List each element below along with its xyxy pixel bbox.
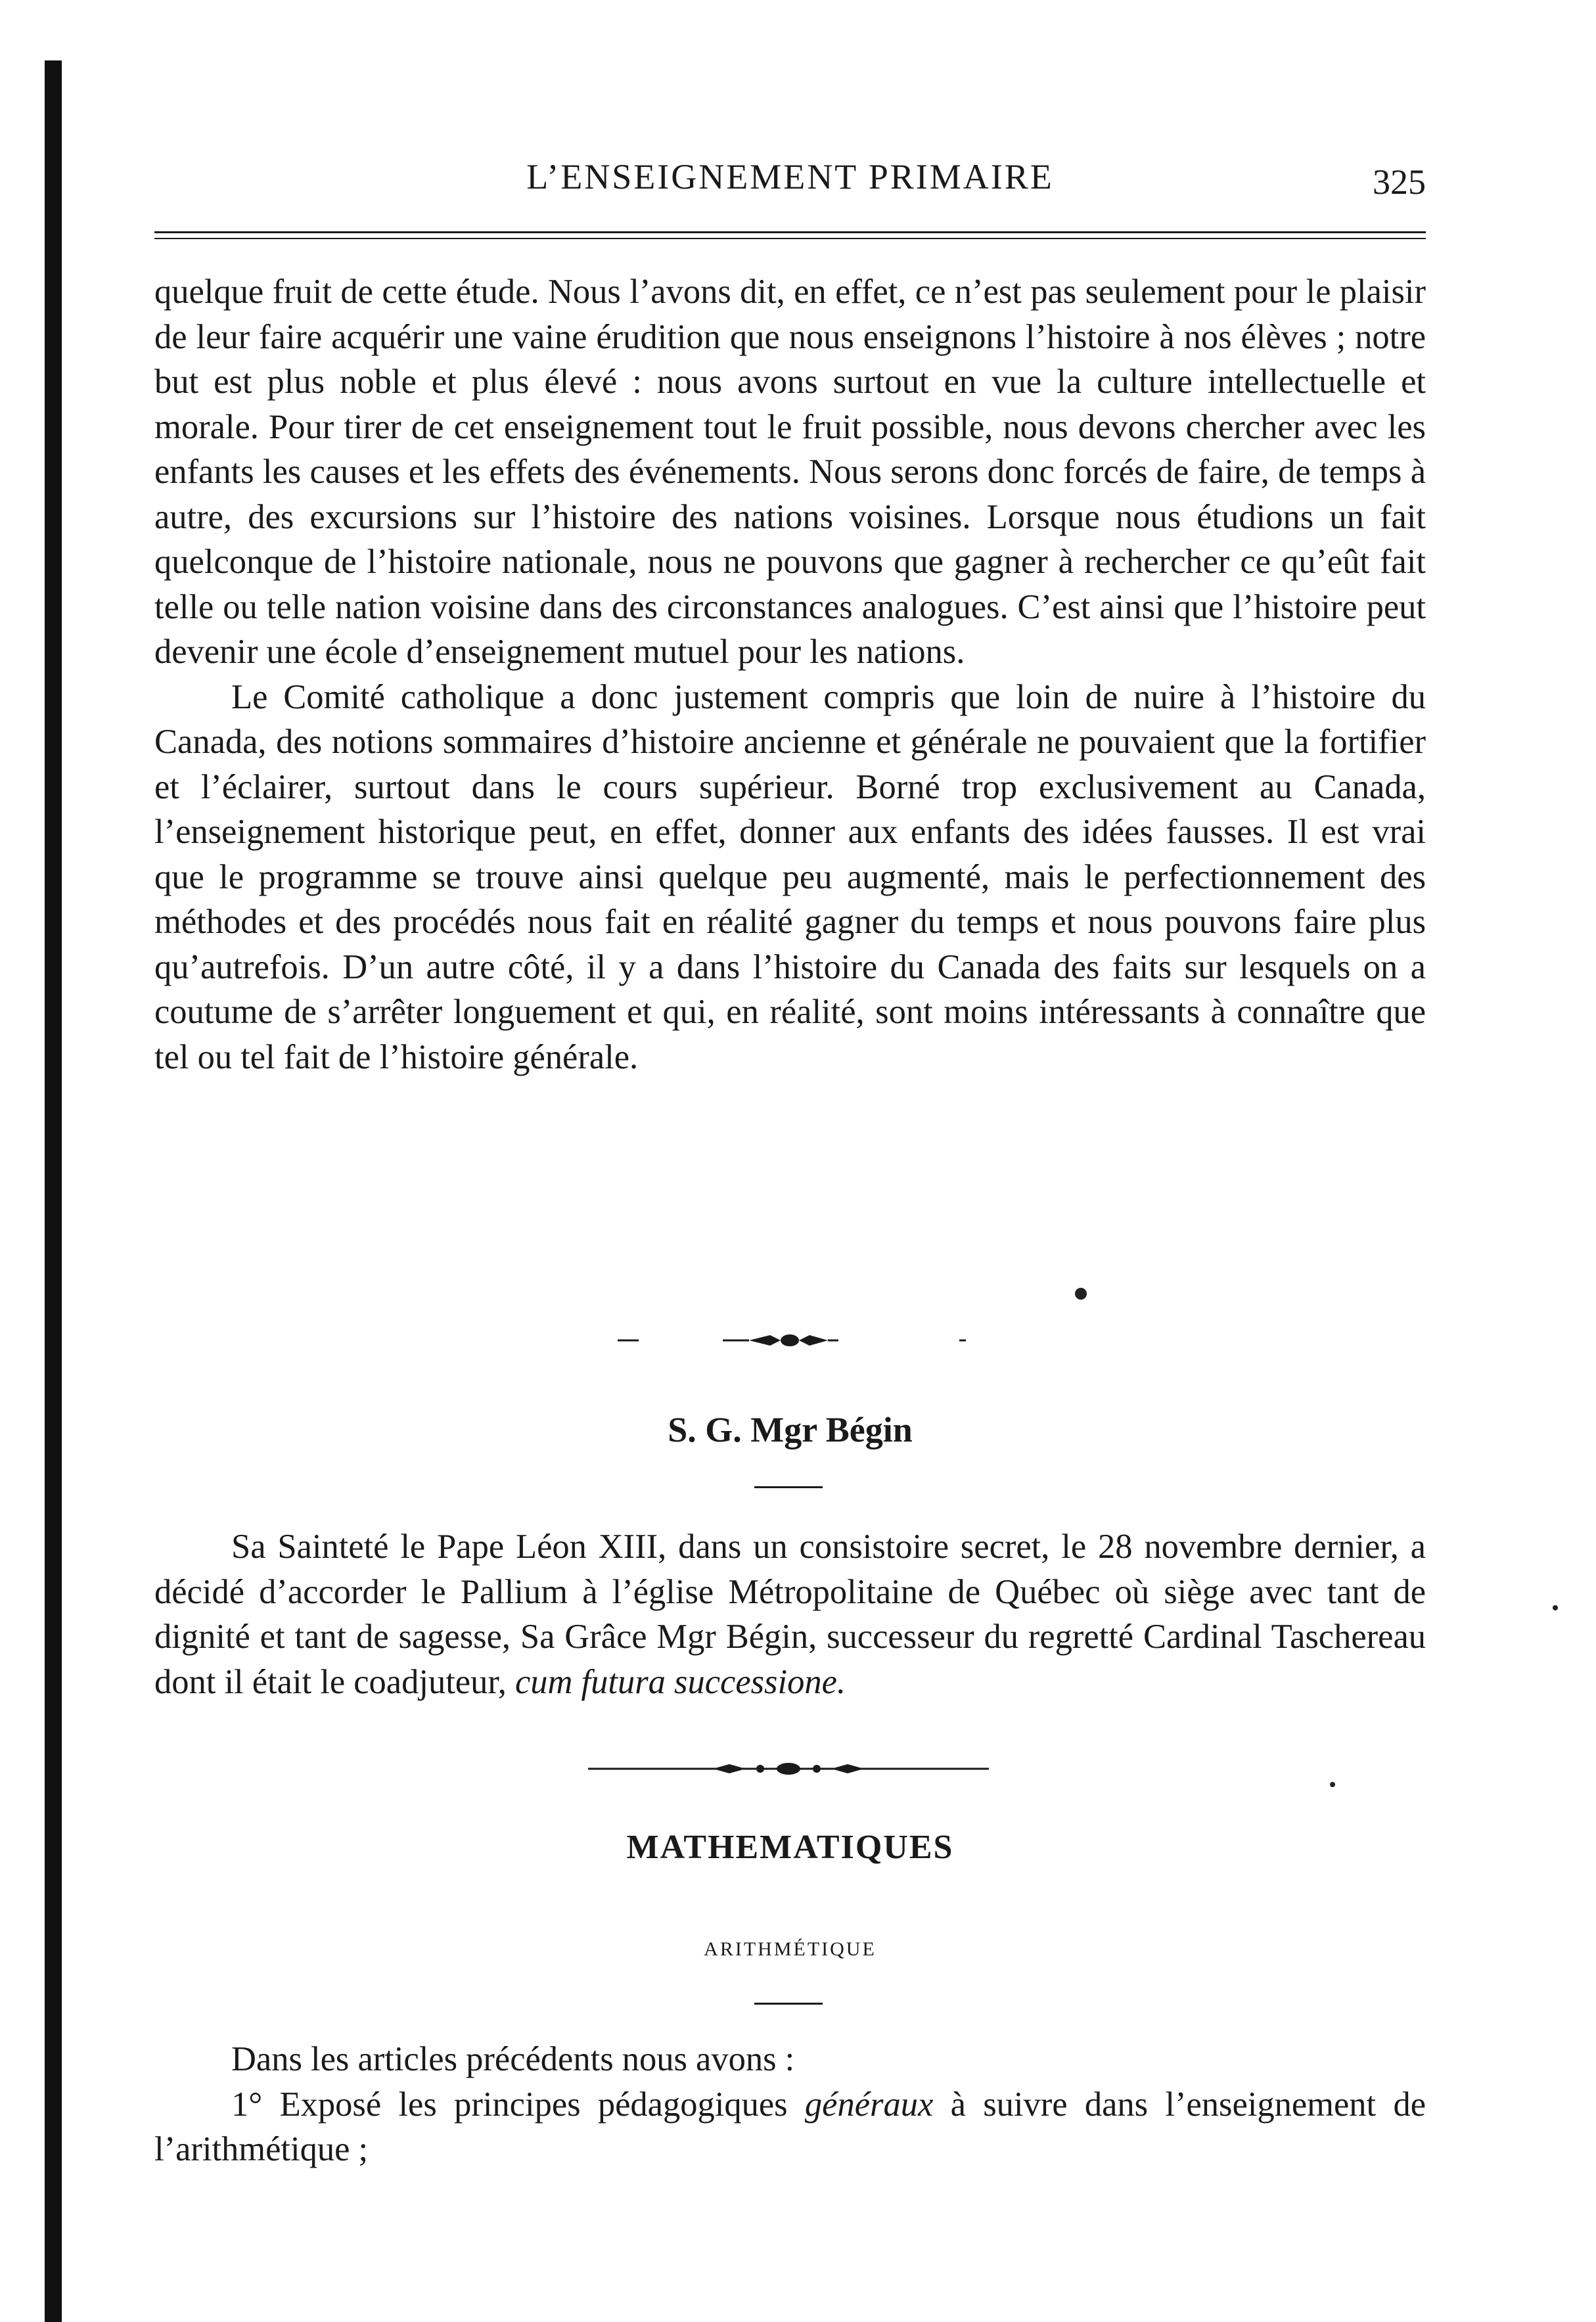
section-ornament-1 xyxy=(618,1332,986,1348)
header-rule-top xyxy=(154,231,1426,233)
history-paragraph-1: quelque fruit de cette étude. Nous l’avons dit, en effet, ce n’est pas seulement pour le plaisir de leur faire acquérir une vaine érudition que nous enseignons l’histoire à nos élèves ; notre but est plus noble et plus élevé : nous avons surtout en vue la culture intellectuelle et morale. Pour tirer de cet enseignement tout le fruit possible, nous devons chercher avec les enfants les causes et les effets des événements. Nous serons donc forcés de faire, de temps à autre, des excursions sur l’histoire des nations voisines. Lorsque nous étudions un fait quelconque de l’histoire nationale, nous ne pouvons que gagner à rechercher ce qu’eût fait telle ou telle nation voisine dans des circonstances analogues. C’est ainsi que l’histoire peut devenir une école d’enseignement mutuel pour les nations. xyxy=(154,273,1426,671)
page-number: 325 xyxy=(1373,162,1426,202)
stray-dot xyxy=(1075,1288,1087,1300)
history-paragraph-2: Le Comité catholique a donc justement compris que loin de nuire à l’histoire du Canada, des notions sommaires d’histoire ancienne et générale ne pouvaient que la fortifier et l’éclairer, surtout dans le cours supérieur. Borné trop exclusivement au Canada, l’enseignement historique peut, en effet, donner aux enfants des idées fausses. Il est vrai que le programme se trouve ainsi quelque peu augmenté, mais le perfectionnement des méthodes et des procédés nous fait en réalité gagner du temps et nous pouvons faire plus qu’autrefois. D’un autre côté, il y a dans l’histoire du Canada des faits sur lesquels on a coutume de s’arrêter longuement et qui, en réalité, sont moins intéressants à connaître que tel ou tel fait de l’histoire générale. xyxy=(154,677,1426,1076)
math-item-1-emphasis: généraux xyxy=(804,2085,934,2124)
section-ornament-2 xyxy=(588,1761,989,1777)
begin-text xyxy=(154,1524,1426,1704)
page-binding-edge xyxy=(45,60,62,2322)
math-text xyxy=(154,2037,1426,2172)
math-item-1 xyxy=(154,2082,1426,2172)
begin-paragraph-text: Sa Sainteté le Pape Léon XIII, dans un consistoire secret, le 28 novembre dernier, a décidé d’accorder le Pallium à l’église Métropolitaine de Québec où siège avec tant de dignité et tant de sagesse, Sa Grâce Mgr Bégin, successeur du regretté Cardinal Taschereau dont il était le coadjuteur, xyxy=(154,1528,1426,1701)
stray-dot-2 xyxy=(1330,1782,1335,1787)
header-rule-bottom xyxy=(154,238,1426,239)
begin-section-title: S. G. Mgr Bégin xyxy=(668,1410,913,1449)
begin-paragraph xyxy=(154,1524,1426,1704)
math-section-title: MATHEMATIQUES xyxy=(626,1829,954,1866)
math-subtitle: ARITHMÉTIQUE xyxy=(704,1938,877,1960)
math-item-1-suffix: à suivre dans l’enseignement de l’arithmétique ; xyxy=(154,2085,1426,2168)
math-intro: Dans les articles précédents nous avons : xyxy=(231,2040,795,2078)
math-title-rule xyxy=(754,2003,823,2005)
stray-dot-3 xyxy=(1553,1605,1558,1610)
page-header xyxy=(154,156,1426,209)
latin-phrase: cum futura successione. xyxy=(514,1662,846,1701)
history-text xyxy=(154,269,1426,1080)
running-title: L’ENSEIGNEMENT PRIMAIRE xyxy=(526,157,1054,196)
math-item-1-prefix: 1° Exposé les principes pédagogiques xyxy=(231,2085,788,2124)
begin-title-rule xyxy=(754,1486,823,1488)
